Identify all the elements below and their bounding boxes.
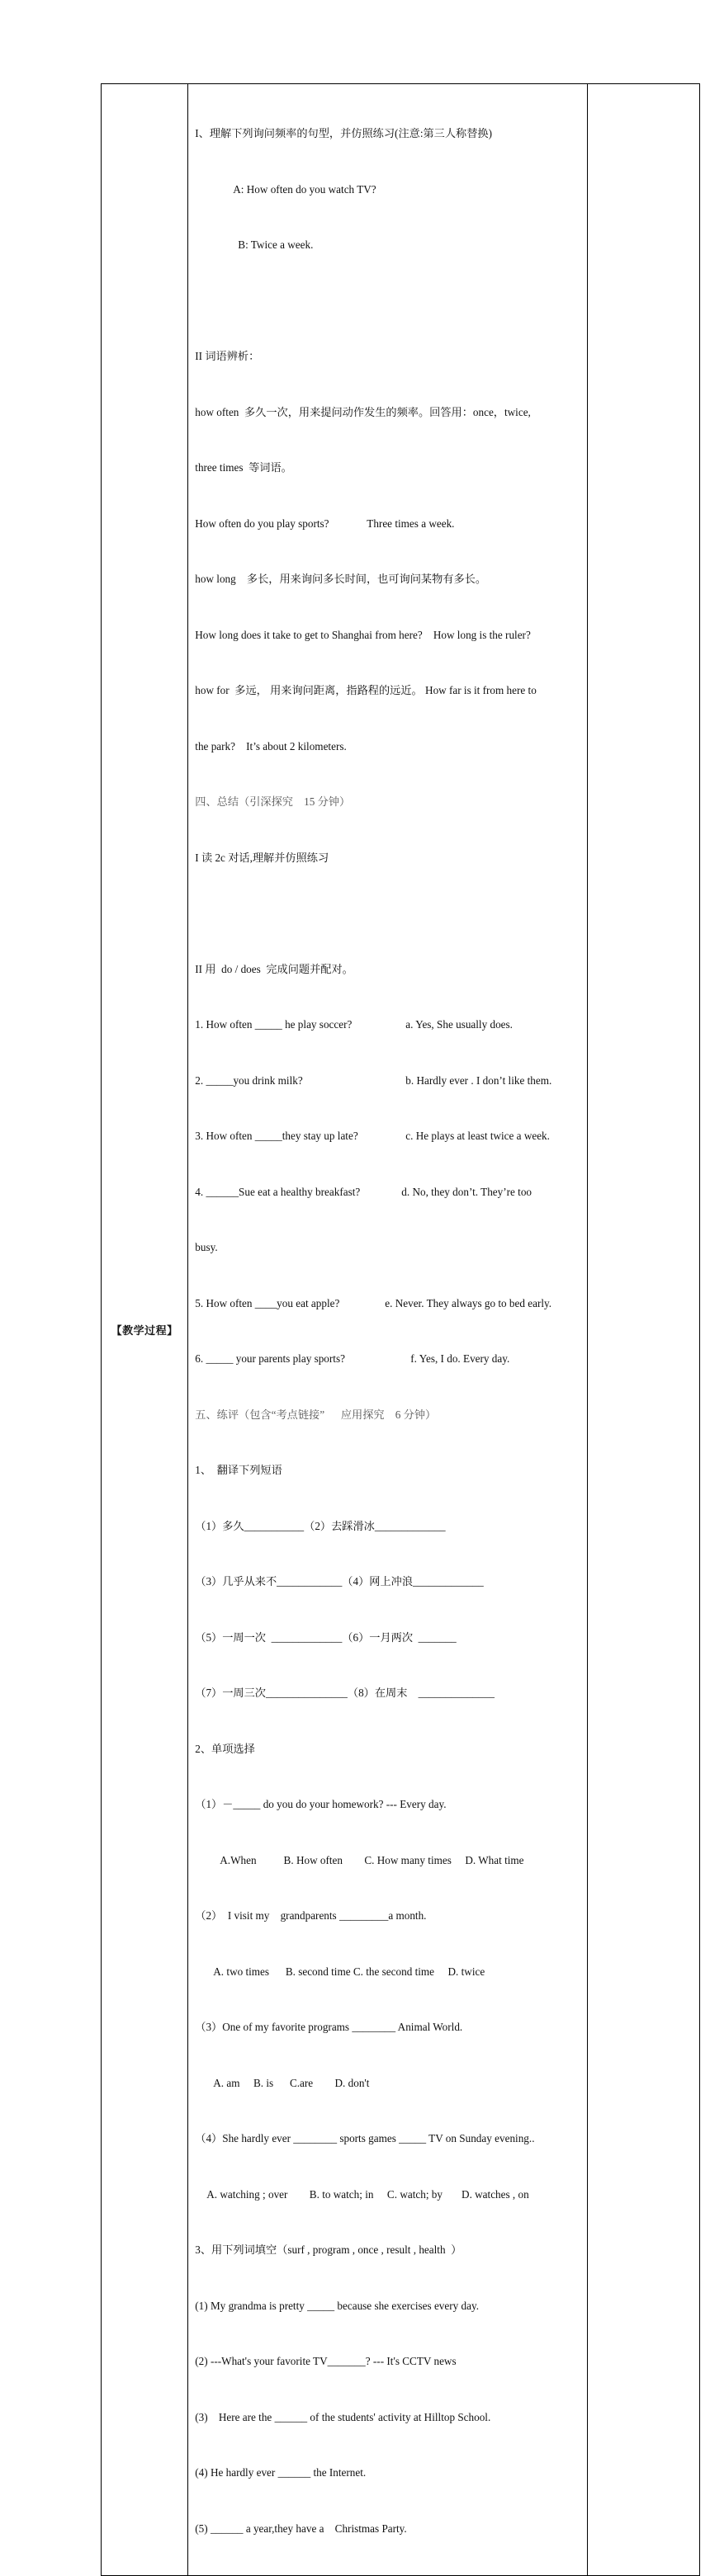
text-line: I 读 2c 对话,理解并仿照练习 [195, 851, 329, 864]
section-heading: 五、练评（包含“考点链接” 应用探究 6 分钟） [195, 1408, 437, 1421]
content-body [188, 84, 586, 2575]
match-question: 1. How often _____ he play soccer? [195, 1018, 353, 1031]
match-answer: d. No, they don’t. They’re too [401, 1185, 532, 1198]
example-question: How often do you play sports? [195, 517, 329, 530]
match-row [195, 1072, 583, 1091]
table-row [102, 84, 700, 2576]
text-line: how long 多长，用来询问多长时间，也可询问某物有多长。 [195, 573, 487, 585]
lesson-plan-table [101, 83, 700, 2576]
text-line: busy. [195, 1241, 218, 1253]
match-answer: c. He plays at least twice a week. [405, 1130, 550, 1142]
fill-question: (4) He hardly ever ______ the Internet. [195, 2466, 367, 2479]
blank-line [195, 904, 583, 923]
text-line: B: Twice a week. [238, 238, 314, 251]
translate-line: （1）多久___________（2）去踩滑冰_____________ [195, 1519, 446, 1532]
fill-question: (3) Here are the ______ of the students' activity at Hilltop School. [195, 2410, 491, 2423]
match-answer: f. Yes, I do. Every day. [410, 1352, 510, 1365]
text-line: I、理解下列询问频率的句型，并仿照练习(注意:第三人称替换) [195, 127, 492, 139]
match-row [195, 1350, 583, 1369]
match-answer: e. Never. They always go to bed early. [385, 1296, 552, 1309]
match-answer: b. Hardly ever . I don’t like them. [405, 1073, 552, 1087]
choice-question: （4）She hardly ever ________ sports games _____ TV on Sunday evening.. [195, 2132, 535, 2144]
translate-line: （7）一周三次_______________（8）在周末 ______________ [195, 1687, 495, 1699]
text-line: three times 等词语。 [195, 461, 292, 474]
text-line: how for 多远， 用来询问距离，指路程的远近。 How far is it from here to [195, 684, 537, 696]
match-question: 6. _____ your parents play sports? [195, 1352, 345, 1365]
choice-question: （2） I visit my grandparents _________a month. [195, 1909, 427, 1922]
match-question: 5. How often ____you eat apple? [195, 1296, 340, 1309]
match-row [195, 1295, 583, 1314]
text-line: 2、单项选择 [195, 1742, 255, 1755]
example-pair [195, 515, 583, 534]
match-row [195, 1183, 583, 1202]
match-row [195, 1127, 583, 1146]
text-line: How long does it take to get to Shanghai from here? How long is the ruler? [195, 628, 531, 641]
match-row [195, 1016, 583, 1035]
choice-question: （3）One of my favorite programs ________ Animal World. [195, 2021, 463, 2033]
section-heading: 四、总结（引深探究 15 分钟） [195, 795, 351, 808]
blank-line [195, 292, 583, 311]
notes-cell [587, 84, 699, 2576]
fill-question: (2) ---What's your favorite TV_______? --- It's CCTV news [195, 2355, 457, 2367]
section-label: 【教学过程】 [111, 1324, 178, 1338]
text-line: A: How often do you watch TV? [233, 182, 376, 196]
fill-question: (5) ______ a year,they have a Christmas Party. [195, 2522, 407, 2535]
choice-question: （1）－_____ do you do your homework? --- Every day. [195, 1798, 447, 1810]
section-label-cell [102, 84, 188, 2576]
translate-line: （5）一周一次 _____________（6）一月两次 _______ [195, 1630, 457, 1644]
fill-question: (1) My grandma is pretty _____ because she exercises every day. [195, 2299, 480, 2312]
text-line: the park? It’s about 2 kilometers. [195, 739, 347, 753]
text-line: how often 多久一次，用来提问动作发生的频率。回答用：once，twice, [195, 405, 531, 418]
choice-options: A.When B. How often C. How many times D. What time [220, 1853, 524, 1866]
content-cell [188, 84, 587, 2576]
match-answer: a. Yes, She usually does. [405, 1018, 513, 1031]
choice-options: A. watching ; over B. to watch; in C. watch; by D. watches , on [206, 2187, 529, 2201]
text-line: 3、用下列词填空（surf , program , once , result , health ） [195, 2243, 462, 2256]
text-line: 1、 翻译下列短语 [195, 1464, 282, 1476]
match-question: 3. How often _____they stay up late? [195, 1130, 358, 1142]
choice-options: A. two times B. second time C. the second time D. twice [213, 1965, 485, 1978]
text-line: II 词语辨析： [195, 350, 260, 362]
match-question: 4. ______Sue eat a healthy breakfast? [195, 1185, 361, 1198]
choice-options: A. am B. is C.are D. don't [213, 2076, 370, 2089]
translate-line: （3）几乎从来不____________（4）网上冲浪_____________ [195, 1575, 484, 1588]
match-question: 2. _____you drink milk? [195, 1073, 303, 1087]
text-line: II 用 do / does 完成问题并配对。 [195, 962, 353, 975]
example-answer: Three times a week. [367, 517, 455, 530]
